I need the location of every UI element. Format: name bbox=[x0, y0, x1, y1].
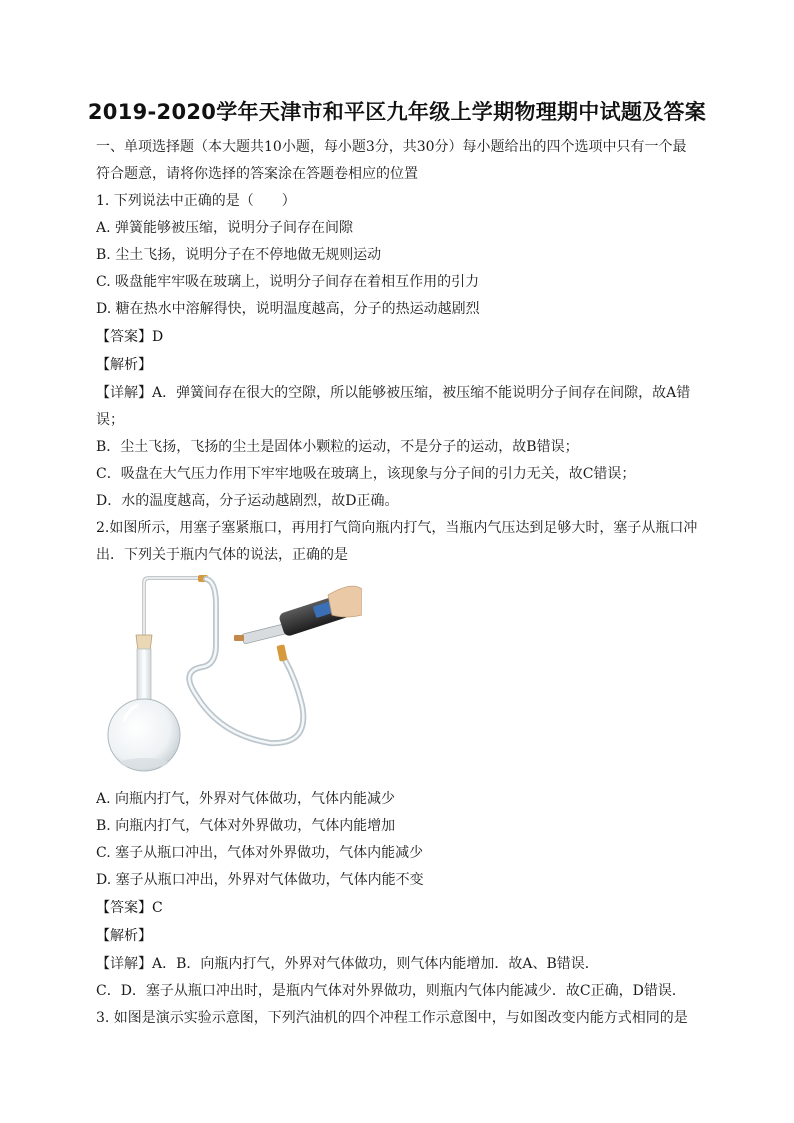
q1-stem: 1. 下列说法中正确的是（ ） bbox=[96, 193, 296, 209]
air-pump bbox=[234, 586, 362, 662]
q1-option-d: D. 糖在热水中溶解得快，说明温度越高，分子的热运动越剧烈 bbox=[96, 301, 480, 317]
q3-stem-line-1: 3. 如图是演示实验示意图，下列汽油机的四个冲程工作示意图中，与如图改变内能方式相同的是 bbox=[96, 1010, 688, 1026]
q2-analysis-line: 【详解】A．B．向瓶内打气，外界对气体做功，则气体内能增加．故A、B错误． bbox=[96, 956, 599, 972]
q1-option-b: B. 尘土飞扬，说明分子在不停地做无规则运动 bbox=[96, 247, 382, 263]
q1-analysis-label: 【解析】 bbox=[96, 357, 152, 373]
round-bottom-flask bbox=[108, 649, 180, 771]
q1-analysis-line: B．尘土飞扬，飞扬的尘土是固体小颗粒的运动，不是分子的运动，故B错误； bbox=[96, 439, 579, 455]
stopper bbox=[136, 635, 152, 651]
q1-analysis-line: C．吸盘在大气压力作用下牢牢地吸在玻璃上，该现象与分子间的引力无关，故C错误； bbox=[96, 466, 636, 482]
q1-option-c: C. 吸盘能牢牢吸在玻璃上，说明分子间存在着相互作用的引力 bbox=[96, 274, 480, 290]
q1-analysis-line: D．水的温度越高，分子运动越剧烈，故D正确。 bbox=[96, 493, 399, 509]
section-heading-line-1: 一、单项选择题（本大题共10小题，每小题3分，共30分）每小题给出的四个选项中只有一个最 bbox=[96, 139, 687, 155]
q2-option-c: C. 塞子从瓶口冲出，气体对外界做功，气体内能减少 bbox=[96, 845, 424, 861]
glass-tube bbox=[144, 575, 208, 637]
flask-pump-figure bbox=[100, 575, 362, 775]
document-title: 2019-2020学年天津市和平区九年级上学期物理期中试题及答案 bbox=[87, 100, 707, 124]
q2-option-b: B. 向瓶内打气，气体对外界做功，气体内能增加 bbox=[96, 818, 396, 834]
q2-answer: 【答案】C bbox=[96, 900, 163, 916]
q1-analysis-line: 【详解】A．弹簧间存在很大的空隙，所以能够被压缩，被压缩不能说明分子间存在间隙，故A错 bbox=[96, 385, 691, 401]
q2-analysis-label: 【解析】 bbox=[96, 928, 152, 944]
q2-stem-line-1: 2.如图所示，用塞子塞紧瓶口，再用打气筒向瓶内打气，当瓶内气压达到足够大时，塞子从瓶口冲 bbox=[96, 520, 698, 536]
rubber-hose bbox=[189, 579, 303, 743]
q2-stem-line-2: 出．下列关于瓶内气体的说法，正确的是 bbox=[96, 547, 348, 563]
q1-answer: 【答案】D bbox=[96, 329, 164, 345]
q1-analysis-line: 误； bbox=[96, 412, 124, 428]
q2-analysis-line: C．D．塞子从瓶口冲出时，是瓶内气体对外界做功，则瓶内气体内能减少．故C正确，D错误． bbox=[96, 983, 686, 999]
q2-option-d: D. 塞子从瓶口冲出，外界对气体做功，气体内能不变 bbox=[96, 872, 424, 888]
q1-option-a: A. 弹簧能够被压缩，说明分子间存在间隙 bbox=[96, 220, 354, 236]
section-heading-line-2: 符合题意，请将你选择的答案涂在答题卷相应的位置 bbox=[96, 166, 418, 182]
q2-option-a: A. 向瓶内打气，外界对气体做功，气体内能减少 bbox=[96, 791, 396, 807]
